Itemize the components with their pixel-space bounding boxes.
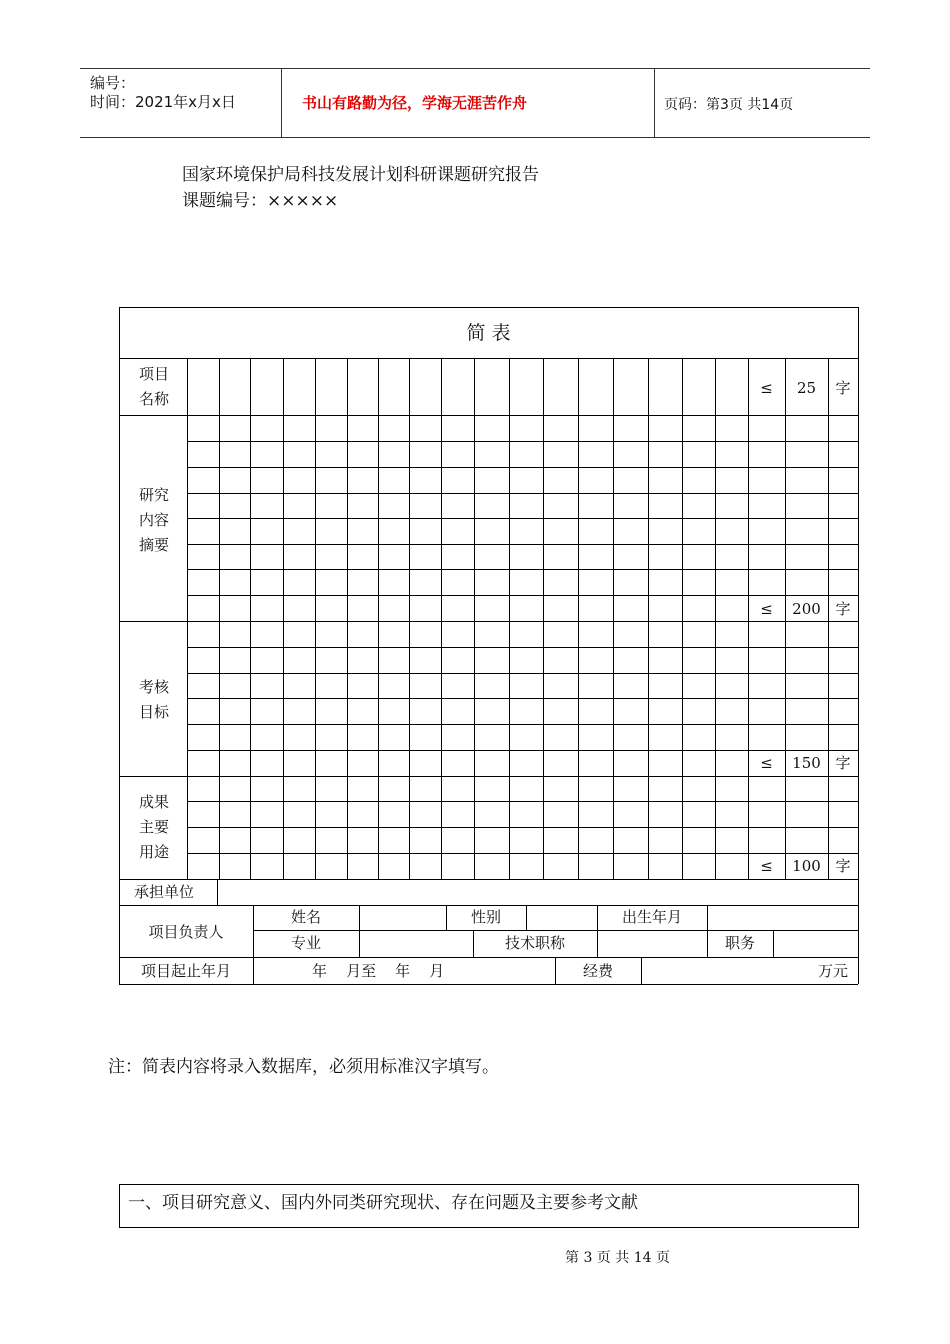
section-label-name: 项目 名称 (138, 365, 169, 408)
report-title: 国家环境保护局科技发展计划科研课题研究报告 (182, 165, 539, 185)
grid-line (187, 673, 858, 674)
funds-label: 经费 (582, 962, 613, 980)
period-text: 年 月至 年 月 (312, 962, 445, 980)
grid-line (347, 358, 348, 879)
section-label-use: 成果 主要 用途 (138, 793, 169, 861)
grid-line (187, 544, 858, 545)
grid-line (187, 441, 858, 442)
grid-line (187, 647, 858, 648)
limit-symbol: ≤ (760, 379, 773, 397)
grid-line (187, 827, 858, 828)
grid-line (682, 358, 683, 879)
grid-line (648, 358, 649, 879)
gender-label: 性别 (470, 908, 501, 926)
major-label: 专业 (290, 934, 321, 952)
grid-line (187, 750, 858, 751)
grid-line (509, 358, 510, 879)
grid-line (858, 307, 859, 984)
grid-line (187, 698, 858, 699)
number-label: 编号： (90, 74, 136, 92)
grid-line (613, 358, 614, 879)
grid-line (409, 358, 410, 879)
limit-unit: 字 (835, 379, 851, 397)
grid-line (187, 879, 858, 880)
table-title: 简 表 (466, 322, 511, 344)
page-footer: 第 3 页 共 14 页 (565, 1250, 670, 1266)
limit-symbol: ≤ (760, 600, 773, 618)
grid-line (187, 621, 858, 622)
limit-unit: 字 (835, 600, 851, 618)
leader-label: 项目负责人 (148, 923, 224, 941)
grid-line (187, 358, 188, 879)
grid-line (250, 358, 251, 879)
grid-line (187, 776, 858, 777)
grid-line (526, 905, 527, 930)
funds-unit: 万元 (818, 962, 849, 980)
grid-line (543, 358, 544, 879)
limit-value: 150 (792, 754, 821, 772)
grid-line (187, 853, 858, 854)
grid-line (187, 724, 858, 725)
limit-symbol: ≤ (760, 857, 773, 875)
grid-line (315, 358, 316, 879)
tech-title-label: 技术职称 (504, 934, 565, 952)
section-label-summary: 研究 内容 摘要 (138, 486, 169, 554)
note: 注：简表内容将录入数据库，必须用标准汉字填写。 (108, 1057, 499, 1077)
project-code: 课题编号：××××× (182, 191, 339, 211)
grid-line (187, 801, 858, 802)
section-one-title: 一、项目研究意义、国内外同类研究现状、存在问题及主要参考文献 (128, 1193, 638, 1213)
limit-value: 25 (796, 379, 817, 397)
limit-value: 100 (792, 857, 821, 875)
grid-line (359, 905, 360, 957)
period-label: 项目起止年月 (140, 962, 231, 980)
grid-line (641, 957, 642, 984)
grid-line (187, 415, 858, 416)
section-one-box (119, 1184, 859, 1228)
grid-line (378, 358, 379, 879)
page-label: 页码：第3页 共14页 (664, 97, 794, 113)
limit-value: 200 (792, 600, 821, 618)
grid-line (119, 307, 858, 308)
grid-line (217, 879, 218, 905)
grid-line (119, 984, 858, 985)
grid-line (187, 569, 858, 570)
grid-line (119, 307, 120, 984)
grid-line (219, 358, 220, 879)
grid-line (187, 467, 858, 468)
limit-symbol: ≤ (760, 754, 773, 772)
grid-line (773, 930, 774, 957)
grid-line (119, 957, 858, 958)
name-label: 姓名 (290, 908, 321, 926)
grid-line (715, 358, 716, 879)
slogan: 书山有路勤为径，学海无涯苦作舟 (302, 94, 528, 112)
section-label-goal: 考核 目标 (138, 678, 169, 721)
grid-line (578, 358, 579, 879)
grid-line (187, 493, 858, 494)
limit-unit: 字 (835, 754, 851, 772)
grid-line (187, 518, 858, 519)
grid-line (441, 358, 442, 879)
grid-line (253, 930, 858, 931)
time-label: 时间：2021年x月x日 (90, 93, 236, 111)
grid-line (187, 595, 858, 596)
position-label: 职务 (724, 934, 755, 952)
grid-line (474, 358, 475, 879)
unit-label: 承担单位 (134, 883, 195, 901)
grid-line (283, 358, 284, 879)
birth-label: 出生年月 (621, 908, 682, 926)
limit-unit: 字 (835, 857, 851, 875)
